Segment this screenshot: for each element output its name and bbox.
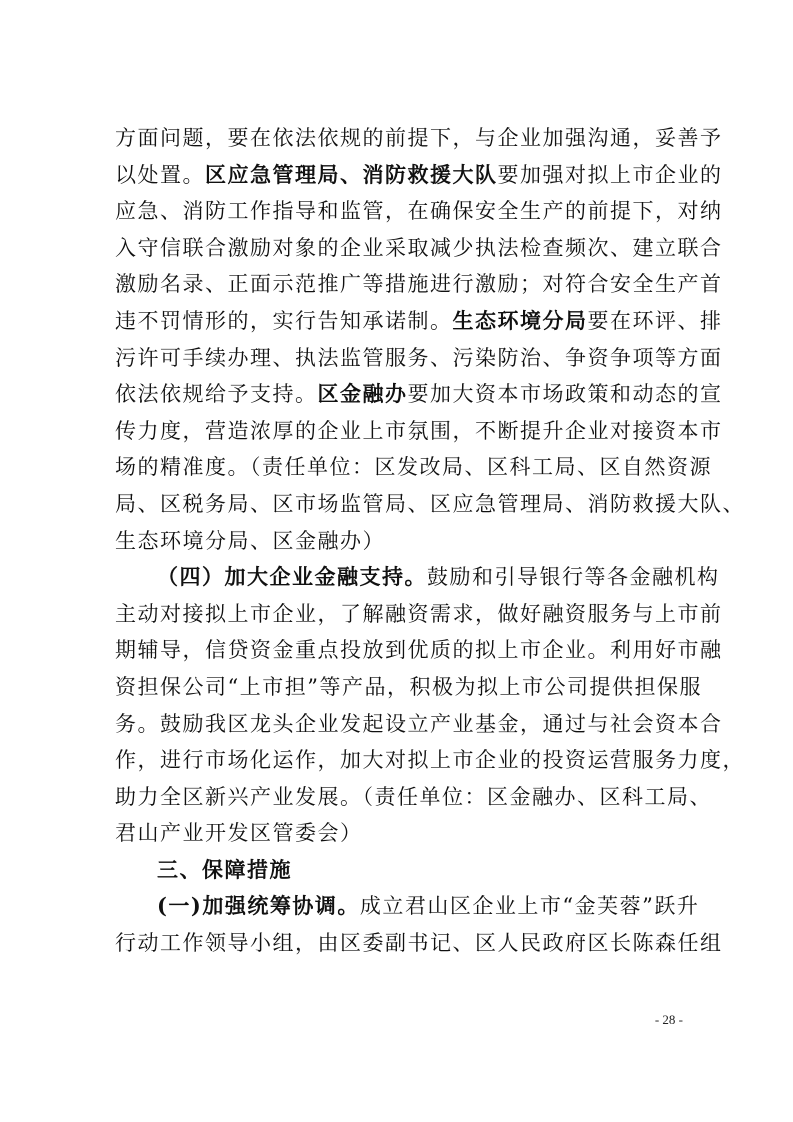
text-run: 要加强对拟上市企业的	[497, 162, 723, 187]
body-text	[115, 120, 745, 962]
text-run: 场的精准度。（责任单位：区发改局、区科工局、区自然资源	[115, 455, 712, 480]
text-run: 入守信联合激励对象的企业采取减少执法检查频次、建立联合	[115, 235, 723, 260]
text-line	[115, 779, 712, 816]
text-line	[115, 266, 723, 303]
text-line	[115, 230, 723, 267]
bold-text: （四）加大企业金融支持。	[157, 564, 427, 590]
text-run: 君山产业开发区管委会）	[115, 821, 363, 846]
text-run: 要加大资本市场政策和动态的宣	[407, 382, 723, 407]
text-run: 资担保公司“上市担”等产品，积极为拟上市公司提供担保服	[115, 674, 702, 699]
bold-text: 生态环境分局	[452, 307, 588, 333]
text-run: 生态环境分局、区金融办）	[115, 528, 385, 553]
text-line	[115, 120, 723, 157]
text-line	[115, 596, 723, 633]
text-line	[115, 632, 723, 669]
bold-text: 区金融办	[317, 381, 408, 407]
text-line	[115, 815, 685, 852]
text-run: 务。鼓励我区龙头企业发起设立产业基金，通过与社会资本合	[115, 711, 723, 736]
text-run: 要在环评、排	[587, 308, 723, 333]
text-line	[115, 340, 723, 377]
text-line	[115, 193, 723, 230]
text-run: 应急、消防工作指导和监管，在确保安全生产的前提下，对纳	[115, 199, 723, 224]
text-run: 局、区税务局、区市场监管局、区应急管理局、消防救援大队、	[115, 491, 745, 516]
text-run: 依法依规给予支持。	[115, 382, 318, 407]
text-run: 传力度，营造浓厚的企业上市氛围，不断提升企业对接资本市	[115, 418, 723, 443]
text-line	[115, 449, 712, 486]
text-line	[115, 303, 723, 340]
text-run: 违不罚情形的，实行告知承诺制。	[115, 308, 453, 333]
text-run: 主动对接拟上市企业，了解融资需求，做好融资服务与上市前	[115, 601, 723, 626]
text-run: 鼓励和引导银行等各金融机构	[427, 565, 720, 590]
text-line	[115, 559, 720, 596]
text-run: 激励名录、正面示范推广等措施进行激励；对符合安全生产首	[115, 272, 723, 297]
section-heading: 三、保障措施	[157, 857, 292, 882]
text-line	[115, 852, 685, 889]
text-line	[115, 925, 723, 962]
text-run: 作，进行市场化运作，加大对拟上市企业的投资运营服务力度，	[115, 748, 745, 773]
text-line	[115, 888, 700, 925]
text-line	[115, 706, 723, 743]
text-line	[115, 376, 723, 413]
text-line	[115, 413, 723, 450]
text-run: 方面问题，要在依法依规的前提下，与企业加强沟通，妥善予	[115, 126, 723, 150]
text-line	[115, 157, 723, 194]
text-line	[115, 486, 745, 523]
bold-text: (一)加强统筹协调。	[157, 893, 360, 919]
text-run: 行动工作领导小组，由区委副书记、区人民政府区长陈森任组	[115, 931, 723, 956]
text-run: 期辅导，信贷资金重点投放到优质的拟上市企业。利用好市融	[115, 638, 723, 663]
bold-text: 区应急管理局、消防救援大队	[205, 161, 498, 187]
page-number: - 28 -	[654, 1012, 683, 1027]
text-line	[115, 523, 685, 560]
text-line	[115, 742, 745, 779]
text-run: 污许可手续办理、执法监管服务、污染防治、争资争项等方面	[115, 345, 723, 370]
text-run: 成立君山区企业上市“金芙蓉”跃升	[359, 894, 700, 919]
text-line	[115, 669, 702, 706]
text-run: 助力全区新兴产业发展。（责任单位：区金融办、区科工局、	[115, 784, 712, 809]
text-run: 以处置。	[115, 162, 205, 187]
